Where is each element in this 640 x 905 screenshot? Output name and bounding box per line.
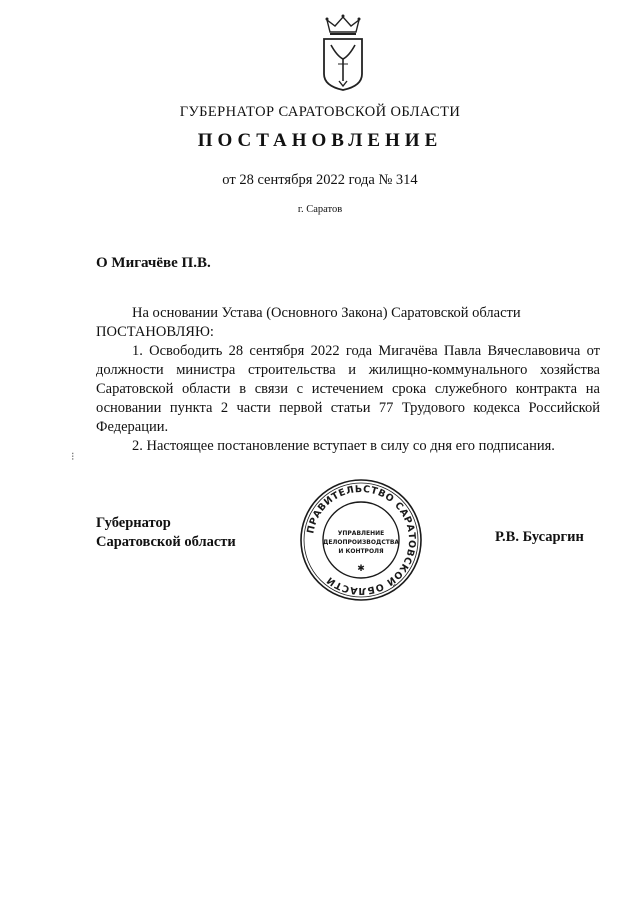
coat-of-arms-icon: [318, 12, 368, 92]
decree-item-2: 2. Настоящее постановление вступает в силу со дня его подписания.: [132, 438, 555, 454]
seal-center-line-2: ДЕЛОПРОИЗВОДСТВА: [322, 539, 400, 546]
seal-center-line-3: И КОНТРОЛЯ: [338, 548, 384, 555]
document-city: г. Саратов: [297, 204, 343, 215]
seal-star-icon: ✱: [357, 564, 365, 574]
document-date-number: от 28 сентября 2022 года № 314: [222, 172, 418, 188]
issuing-authority: ГУБЕРНАТОР САРАТОВСКОЙ ОБЛАСТИ: [179, 104, 461, 120]
decree-item-1: 1. Освободить 28 сентября 2022 года Мигачёва Павла Вячеславовича от должности министра строительства и жилищно-коммунального хозяйства Саратовской области в связи с истечением срока служебного контракта на основании пункта 2 части первой статьи 77 Трудового кодекса Российской Федерации.: [96, 343, 600, 435]
signatory-name: Р.В. Бусаргин: [495, 529, 584, 545]
margin-mark: ⁝: [71, 451, 75, 463]
official-seal-stamp: [299, 478, 423, 602]
signatory-title-line-2: Саратовской области: [96, 534, 236, 550]
document-type-title: ПОСТАНОВЛЕНИЕ: [197, 130, 443, 151]
decree-word: ПОСТАНОВЛЯЮ:: [96, 324, 214, 340]
seal-center-line-1: УПРАВЛЕНИЕ: [337, 530, 385, 537]
signatory-title: [96, 514, 236, 552]
preamble-paragraph: На основании Устава (Основного Закона) Саратовской области: [132, 305, 521, 321]
document-body: [96, 304, 600, 456]
document-subject: О Мигачёве П.В.: [96, 255, 211, 271]
signatory-title-line-1: Губернатор: [96, 515, 171, 531]
seal-ring-text: ПРАВИТЕЛЬСТВО САРАТОВСКОЙ ОБЛАСТИ: [305, 483, 418, 597]
